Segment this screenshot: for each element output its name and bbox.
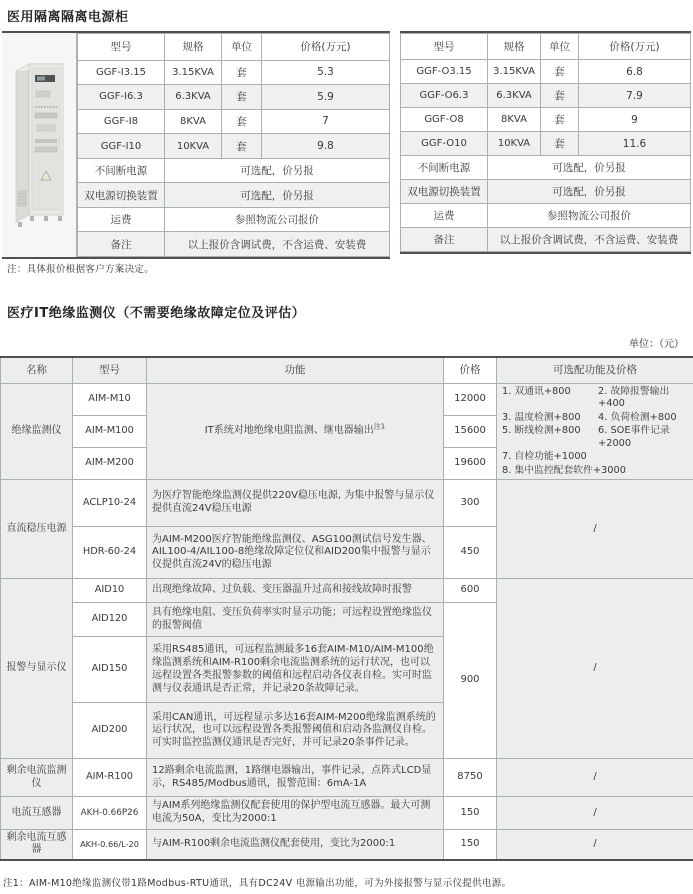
unit-cell: 套 (222, 109, 262, 134)
table-row (401, 108, 691, 132)
price-cell: 450 (444, 527, 497, 579)
spec-cell: 8KVA (488, 108, 541, 132)
unit-label: 单位：（元） (629, 339, 684, 350)
option-label-cell: 备注 (401, 228, 488, 252)
spec-cell: 6.3KVA (488, 84, 541, 108)
name-cell: 直流稳压电源 (1, 480, 73, 579)
table-row (401, 132, 691, 156)
options-cell: / (497, 480, 693, 579)
table-row (401, 156, 691, 180)
unit-cell: 套 (222, 85, 262, 110)
table-row (401, 84, 691, 108)
price-cell: 19600 (444, 447, 497, 479)
option-value-cell: 可选配，价另报 (165, 158, 390, 183)
model-cell: AID200 (73, 703, 147, 759)
model-cell: GGF-I6.3 (78, 85, 165, 110)
option-line (502, 386, 688, 411)
function-text: IT系统对地绝缘电阻监测、继电器输出 (204, 424, 374, 436)
unit-cell: 套 (541, 60, 579, 84)
function-cell (147, 383, 444, 480)
col-header-name: 名称 (1, 357, 73, 383)
table-row (1, 383, 693, 415)
option-label-cell: 备注 (78, 232, 165, 257)
model-cell: AKH-0.66P26 (73, 797, 147, 830)
function-cell: 与AIM-R100剩余电流监测仪配套使用，变比为2000:1 (147, 830, 444, 860)
right-pricing-block (400, 31, 691, 254)
spec-cell: 10KVA (488, 132, 541, 156)
model-cell: AID120 (73, 603, 147, 637)
col-header-price: 价格(万元) (262, 34, 390, 61)
function-cell: 与AIM系列绝缘监测仪配套使用的保护型电流互感器。最大可测电流为50A，变比为2000:1 (147, 797, 444, 830)
model-cell: AIM-R100 (73, 759, 147, 797)
table-row (1, 830, 693, 860)
option-value-cell: 可选配，价另报 (488, 156, 691, 180)
options-cell (497, 383, 693, 480)
table-row (401, 228, 691, 252)
option-value-cell: 可选配，价另报 (165, 183, 390, 208)
model-cell: GGF-I10 (78, 134, 165, 159)
function-cell: 为医疗智能绝缘监测仪提供220V稳压电源, 为集中报警与显示仪提供直流24V稳压电源 (147, 480, 444, 527)
spec-cell: 3.15KVA (165, 60, 222, 85)
unit-cell: 套 (222, 60, 262, 85)
it-monitoring-table (0, 356, 693, 861)
col-header-model: 型号 (78, 34, 165, 61)
name-cell: 电流互感器 (1, 797, 73, 830)
model-cell: GGF-I3.15 (78, 60, 165, 85)
option-item: 2. 故障报警输出+400 (598, 385, 670, 410)
price-cell: 5.3 (262, 60, 390, 85)
table-row (401, 60, 691, 84)
table-row (1, 797, 693, 830)
option-item: 4. 负荷检测+800 (598, 411, 677, 423)
table-row (78, 158, 390, 183)
section1-title: 医用隔离隔离电源柜 (7, 10, 129, 25)
col-header-model: 型号 (401, 34, 488, 60)
table-row (78, 134, 390, 159)
option-line (502, 425, 688, 450)
col-header-unit: 单位 (541, 34, 579, 60)
name-cell: 剩余电流互感器 (1, 830, 73, 860)
option-value-cell: 参照物流公司报价 (488, 204, 691, 228)
price-cell: 7.9 (579, 84, 691, 108)
col-header-spec: 规格 (165, 34, 222, 61)
price-cell: 150 (444, 797, 497, 830)
col-header-model: 型号 (73, 357, 147, 383)
right-pricing-table (400, 33, 691, 252)
table-row (78, 183, 390, 208)
option-item: 1. 双通讯+800 (502, 385, 571, 397)
unit-cell: 套 (541, 84, 579, 108)
name-cell: 剩余电流监测仪 (1, 759, 73, 797)
table-header-row (401, 34, 691, 60)
left-pricing-table (77, 33, 390, 257)
model-cell: GGF-O10 (401, 132, 488, 156)
price-cell: 8750 (444, 759, 497, 797)
model-cell: GGF-O3.15 (401, 60, 488, 84)
price-cell: 12000 (444, 383, 497, 415)
section2-title: 医疗IT绝缘监测仪（不需要绝缘故障定位及评估） (7, 306, 306, 321)
unit-cell: 套 (541, 132, 579, 156)
options-cell: / (497, 759, 693, 797)
function-cell: 出现绝缘故障、过负载、变压器温升过高和接线故障时报警 (147, 579, 444, 603)
option-label-cell: 双电源切换装置 (78, 183, 165, 208)
table-row (1, 759, 693, 797)
option-item: 5. 断线检测+800 (502, 425, 581, 437)
function-cell: 为AIM-M200医疗智能绝缘监测仪、ASG100测试信号发生器、AIL100-4/AIL100-8绝缘故障定位仪和AID200集中报警与显示仪提供直流24V的稳压电源 (147, 527, 444, 579)
col-header-options: 可选配功能及价格 (497, 357, 693, 383)
option-label-cell: 运费 (401, 204, 488, 228)
footnote-ref: 注1 (373, 422, 386, 431)
name-cell: 绝缘监测仪 (1, 383, 73, 480)
spec-cell: 8KVA (165, 109, 222, 134)
price-cell: 11.6 (579, 132, 691, 156)
col-header-spec: 规格 (488, 34, 541, 60)
table-footnote: 注1：AIM-M10绝缘监测仪带1路Modbus-RTU通讯，具有DC24V 电源输出功能，可为外接报警与显示仪提供电源。 (3, 878, 512, 889)
option-value-cell: 参照物流公司报价 (165, 207, 390, 232)
table-row (78, 109, 390, 134)
options-cell: / (497, 579, 693, 759)
table-row (78, 232, 390, 257)
model-cell: GGF-I8 (78, 109, 165, 134)
function-cell: 采用RS485通讯，可远程监测最多16套AIM-M10/AIM-M100绝缘监测系统和AIM-R100剩余电流监测系统的运行状况，也可以远程设置各类报警参数的阈值和远程启动各仪表自检。实可时监测与仪表通讯是否正常，并记录20条故障记录。 (147, 637, 444, 703)
option-label-cell: 不间断电源 (78, 158, 165, 183)
col-header-price: 价格 (444, 357, 497, 383)
option-item: 3. 温度检测+800 (502, 411, 581, 423)
model-cell: AID150 (73, 637, 147, 703)
spec-cell: 3.15KVA (488, 60, 541, 84)
function-cell: 12路剩余电流监测，1路继电器输出，事件记录，点阵式LCD显示，RS485/Modbus通讯，报警范围：6mA-1A (147, 759, 444, 797)
col-header-function: 功能 (147, 357, 444, 383)
section1-note: 注：具体报价根据客户方案决定。 (7, 264, 155, 275)
price-cell: 9.8 (262, 134, 390, 159)
function-cell: 采用CAN通讯，可远程显示多达16套AIM-M200绝缘监测系统的运行状况，也可以远程设置各类报警阈值和启动各监测仪自检。可实时监控监测仪通讯是否完好，并可记录20条事件记录。 (147, 703, 444, 759)
price-cell: 15600 (444, 415, 497, 447)
price-cell: 5.9 (262, 85, 390, 110)
table-row (401, 204, 691, 228)
cabinet-photo-image (2, 33, 76, 253)
option-line (502, 451, 688, 464)
option-item: 8. 集中监控配套软件+3000 (502, 464, 626, 476)
spec-cell: 6.3KVA (165, 85, 222, 110)
model-cell: ACLP10-24 (73, 480, 147, 527)
price-cell: 6.8 (579, 60, 691, 84)
table-row (1, 579, 693, 603)
left-pricing-block (2, 31, 390, 259)
unit-cell: 套 (222, 134, 262, 159)
option-value-cell: 以上报价含调试费，不含运费、安装费 (488, 228, 691, 252)
option-line (502, 465, 688, 478)
option-label-cell: 运费 (78, 207, 165, 232)
option-label-cell: 不间断电源 (401, 156, 488, 180)
option-value-cell: 以上报价含调试费，不含运费、安装费 (165, 232, 390, 257)
option-item: 7. 自检功能+1000 (502, 451, 587, 463)
price-cell: 7 (262, 109, 390, 134)
cabinet-photo (2, 33, 77, 257)
model-cell: GGF-O6.3 (401, 84, 488, 108)
table-header-row (1, 357, 693, 383)
unit-cell: 套 (541, 108, 579, 132)
table-row (78, 207, 390, 232)
option-label-cell: 双电源切换装置 (401, 180, 488, 204)
table-row (78, 60, 390, 85)
model-cell: AIM-M10 (73, 383, 147, 415)
option-line (502, 412, 688, 425)
model-cell: AIM-M200 (73, 447, 147, 479)
name-cell: 报警与显示仪 (1, 579, 73, 759)
model-cell: AID10 (73, 579, 147, 603)
model-cell: AIM-M100 (73, 415, 147, 447)
price-cell: 150 (444, 830, 497, 860)
model-cell: HDR-60-24 (73, 527, 147, 579)
price-cell: 9 (579, 108, 691, 132)
options-cell: / (497, 797, 693, 830)
price-cell: 600 (444, 579, 497, 603)
options-cell: / (497, 830, 693, 860)
option-item (598, 451, 688, 464)
table-row (1, 480, 693, 527)
function-cell: 具有绝缘电阻、变压负荷率实时显示功能；可远程设置绝缘监仪的报警阀值 (147, 603, 444, 637)
price-cell: 900 (444, 603, 497, 759)
table-row (401, 180, 691, 204)
model-cell: GGF-O8 (401, 108, 488, 132)
table-header-row (78, 34, 390, 61)
price-cell: 300 (444, 480, 497, 527)
option-value-cell: 可选配，价另报 (488, 180, 691, 204)
spec-cell: 10KVA (165, 134, 222, 159)
table-row (78, 85, 390, 110)
col-header-price: 价格(万元) (579, 34, 691, 60)
col-header-unit: 单位 (222, 34, 262, 61)
model-cell: AKH-0.66/L-20 (73, 830, 147, 860)
option-item: 6. SOE事件记录+2000 (598, 425, 670, 449)
